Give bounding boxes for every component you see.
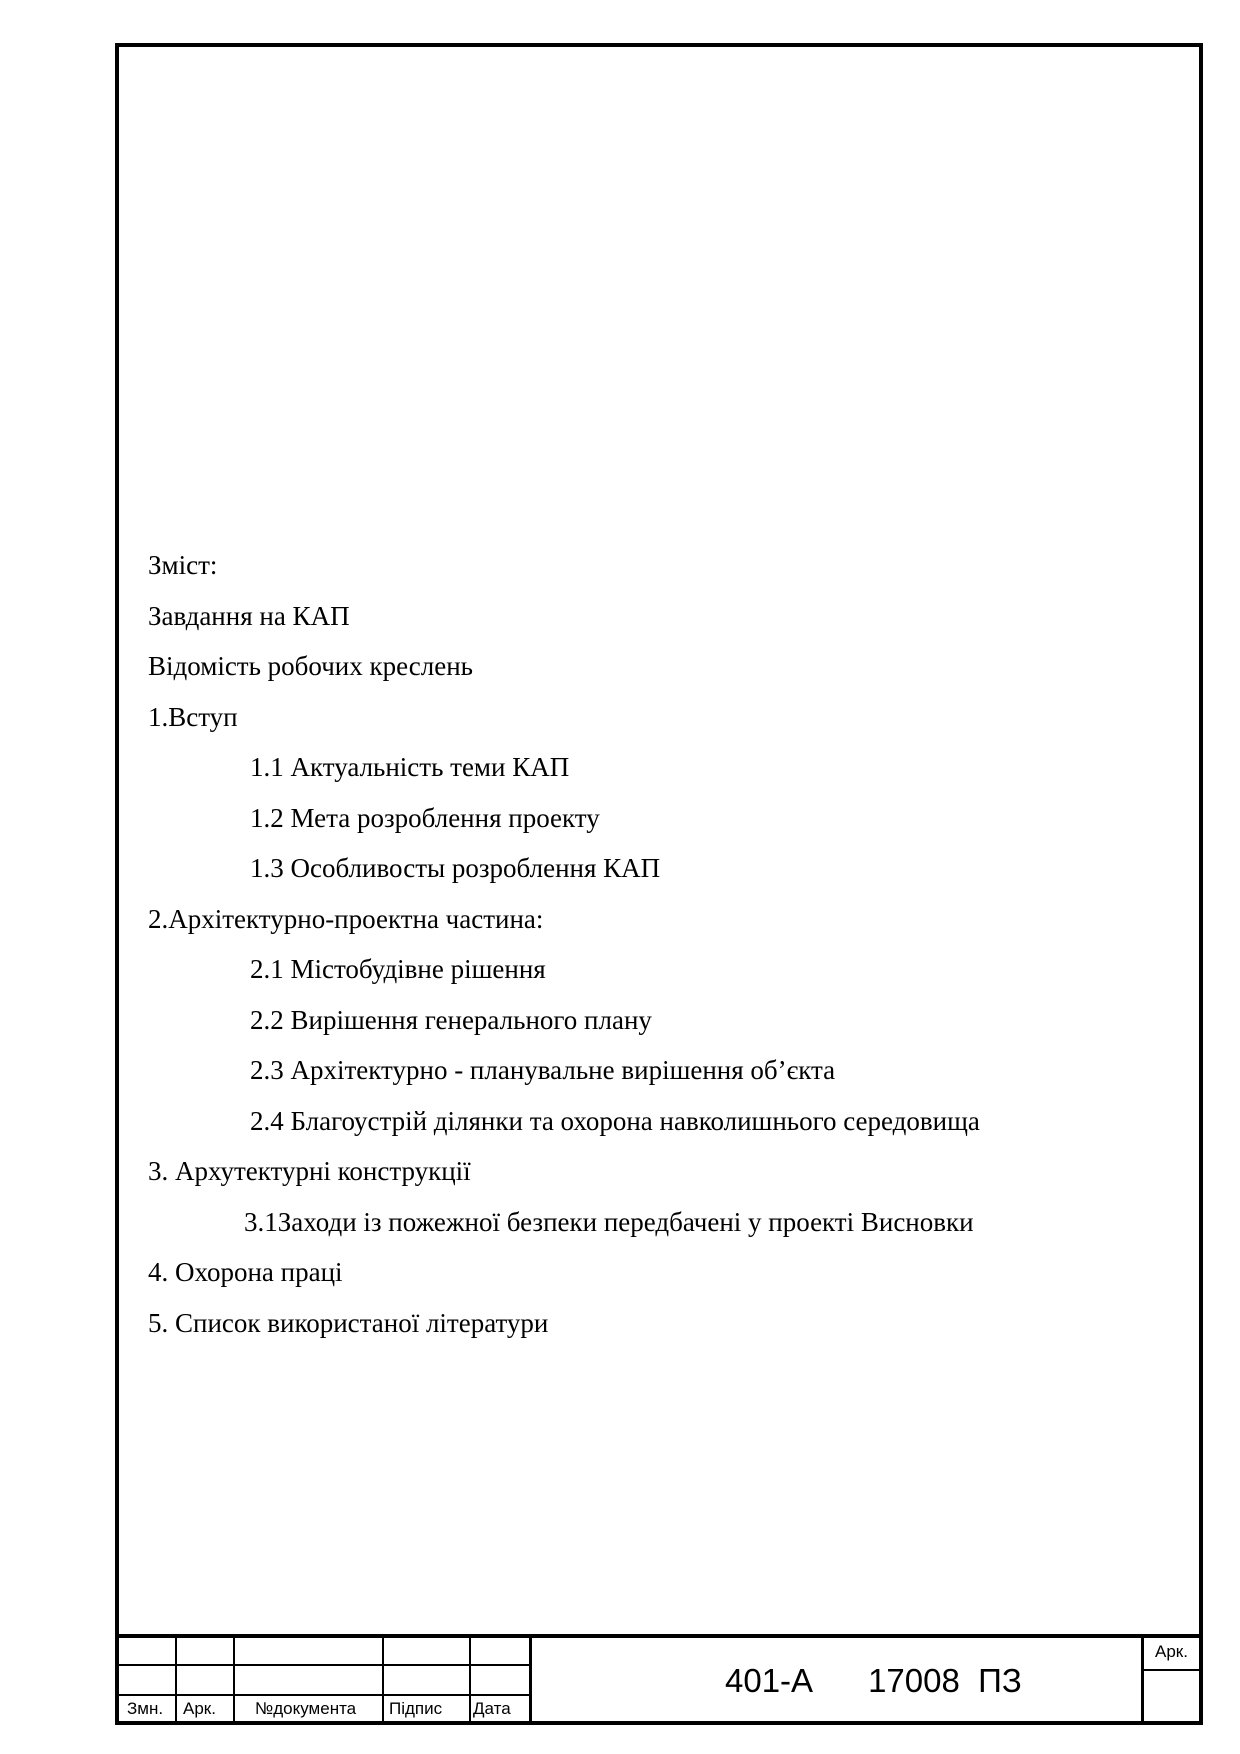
toc-item: 5. Список використаної літератури [148, 1307, 549, 1338]
sheet-label: Арк. [1155, 1642, 1188, 1661]
toc-item: Завдання на КАП [148, 600, 350, 631]
toc-subitem: 2.2 Вирішення генерального плану [250, 1004, 652, 1035]
col-label-sheet: Арк. [183, 1699, 216, 1718]
title-block-col-divider [469, 1634, 471, 1725]
title-block-col-divider [382, 1634, 384, 1725]
toc-item: 3. Архутектурні конструкції [148, 1156, 471, 1186]
toc-subitem: 2.3 Архітектурно - планувальне вирішення об’єкта [250, 1055, 836, 1085]
document-designation: 401-А 17008 ПЗ [725, 1662, 1022, 1699]
title-block-row-divider [115, 1694, 530, 1696]
col-label-date: Дата [473, 1699, 511, 1718]
toc-subitem: 1.1 Актуальність теми КАП [250, 752, 570, 782]
title-block [115, 1634, 1203, 1725]
sheet-cell-divider [1143, 1669, 1203, 1671]
toc-subitem: 1.2 Мета розроблення проекту [250, 802, 600, 833]
toc-subitem: 1.3 Особливосты розроблення КАП [250, 853, 661, 883]
col-label-document: №документа [255, 1699, 357, 1718]
toc-subitem: 2.1 Містобудівне рішення [250, 954, 546, 984]
title-block-top-border [115, 1634, 1203, 1638]
title-block-col-divider [1141, 1634, 1144, 1725]
toc-subitem: 3.1Заходи із пожежної безпеки передбачені у проекті Висновки [244, 1206, 974, 1237]
title-block-col-divider [233, 1634, 235, 1725]
table-of-contents [148, 545, 1188, 1353]
toc-item: Відомість робочих креслень [148, 651, 473, 681]
toc-item: 4. Охорона праці [148, 1257, 343, 1287]
title-block-row-divider [115, 1664, 530, 1666]
col-label-signature: Підпис [389, 1699, 443, 1718]
toc-heading: Зміст: [148, 550, 218, 580]
toc-item: 2.Архітектурно-проектна частина: [148, 903, 544, 934]
title-block-col-divider [175, 1634, 177, 1725]
col-label-changes: Змн. [127, 1699, 164, 1718]
toc-subitem: 2.4 Благоустрій ділянки та охорона навколишнього середовища [250, 1105, 980, 1136]
toc-item: 1.Вступ [148, 701, 238, 732]
title-block-col-divider [529, 1634, 532, 1725]
